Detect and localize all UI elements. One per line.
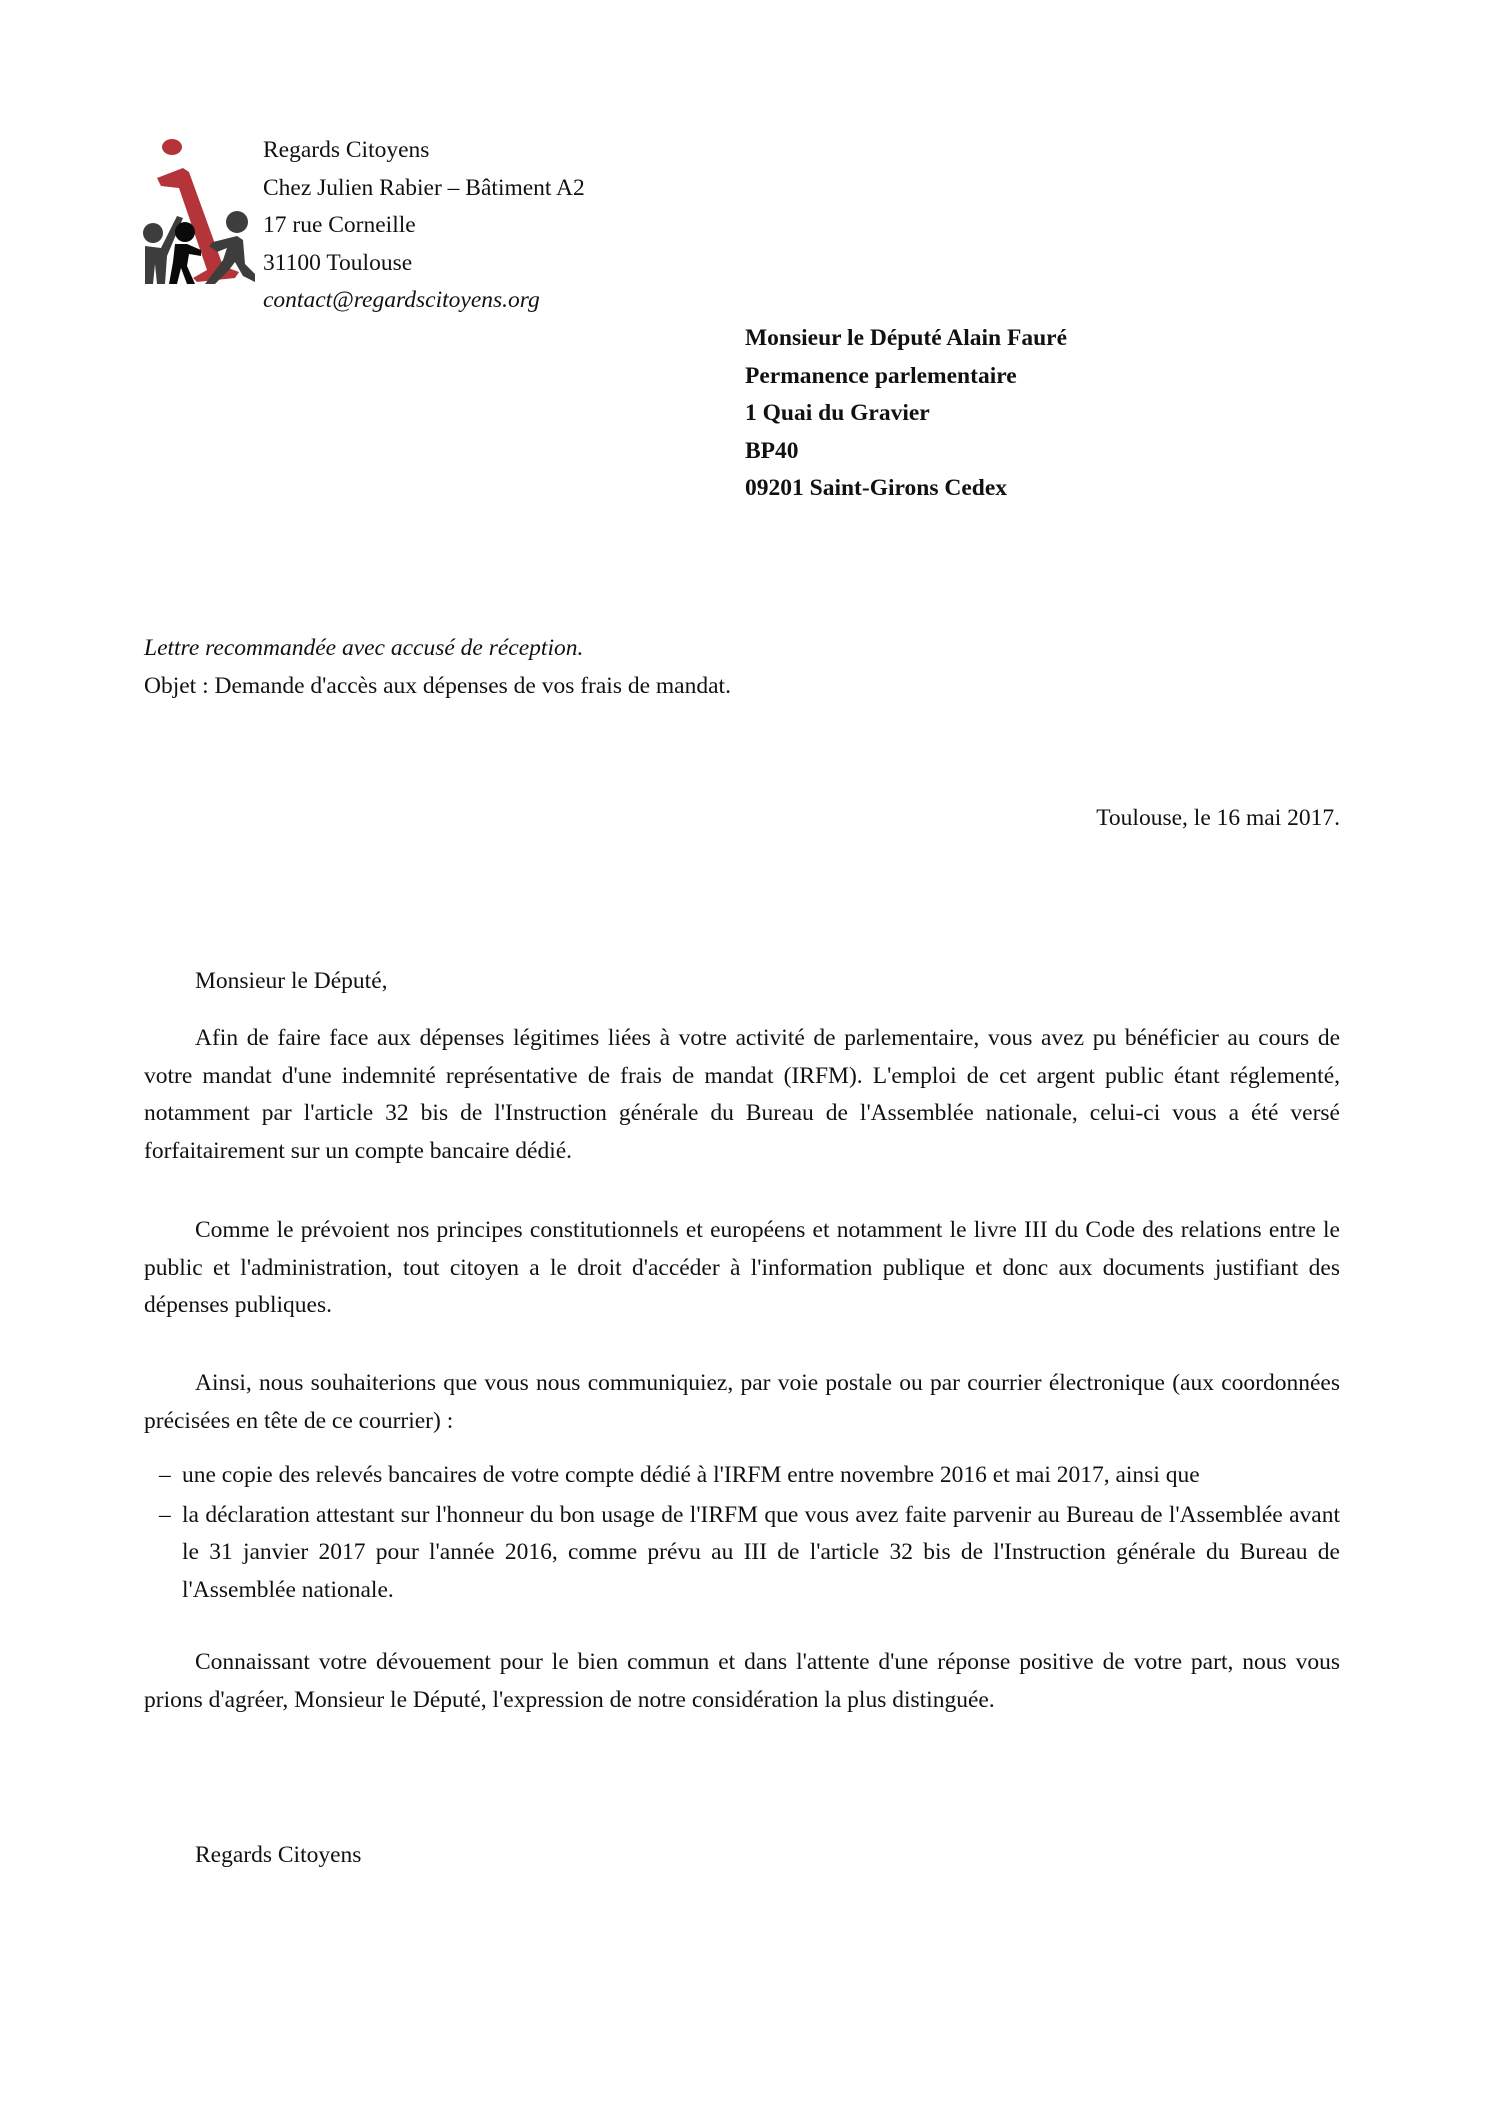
- paragraph-request: Ainsi, nous souhaiterions que vous nous communiquiez, par voie postale ou par courrier électronique (aux coordonnées précisées en tête de ce courrier) :: [144, 1370, 1340, 1434]
- sender-address-line: Chez Julien Rabier – Bâtiment A2: [263, 174, 585, 201]
- recipient-office: Permanence parlementaire: [745, 362, 1017, 389]
- signature: [195, 1837, 361, 1875]
- recipient-name: Monsieur le Député Alain Fauré: [745, 325, 1068, 351]
- list-item-text: la déclaration attestant sur l'honneur du bon usage de l'IRFM que vous avez faite parvenir au Bureau de l'Assemblée avant le 31 janvier 2017 pour l'année 2016, comme prévu au III de l'article 32 bis de l'Instruction générale du Bureau de l'Assemblée nationale.: [182, 1501, 1340, 1603]
- recipient-address: [745, 320, 1067, 508]
- letter-mention: [144, 630, 731, 705]
- signature-text: Regards Citoyens: [195, 1842, 362, 1868]
- list-item-text: une copie des relevés bancaires de votre compte dédié à l'IRFM entre novembre 2016 et mai 2017, ainsi que: [182, 1462, 1200, 1488]
- sender-name: Regards Citoyens: [263, 137, 430, 163]
- paragraph-legal-basis: Comme le prévoient nos principes constitutionnels et européens et notamment le livre III du Code des relations entre le public et l'administration, tout citoyen a le droit d'accéder à l'information publique et donc aux documents justifiant des dépenses publiques.: [144, 1217, 1340, 1319]
- delivery-mention: Lettre recommandée avec accusé de réception.: [144, 635, 584, 661]
- paragraph-irfm-context: Afin de faire face aux dépenses légitimes liées à votre activité de parlementaire, vous avez pu bénéficier au cours de votre mandat d'une indemnité représentative de frais de mandat (IRFM). L'emploi de cet argent public étant réglementé, notamment par l'article 32 bis de l'Instruction générale du Bureau de l'Assemblée nationale, celui-ci vous a été versé forfaitairement sur un compte bancaire dédié.: [144, 1025, 1340, 1164]
- recipient-street: 1 Quai du Gravier: [745, 400, 930, 427]
- letter-date: [1096, 800, 1340, 838]
- date-text: Toulouse, le 16 mai 2017.: [1096, 805, 1340, 831]
- paragraph-closing: Connaissant votre dévouement pour le bien commun et dans l'attente d'une réponse positive de votre part, nous vous prions d'agréer, Monsieur le Député, l'expression de notre considération la plus distinguée.: [144, 1649, 1340, 1713]
- recipient-po-box: BP40: [745, 437, 799, 464]
- sender-street: 17 rue Corneille: [263, 212, 416, 239]
- salutation: [195, 963, 388, 1001]
- recipient-city: 09201 Saint-Girons Cedex: [745, 475, 1007, 502]
- sender-city: 31100 Toulouse: [263, 249, 413, 276]
- request-list: [144, 1457, 1340, 1611]
- salutation-text: Monsieur le Député,: [195, 968, 388, 994]
- sender-address: [263, 132, 585, 320]
- letter-subject: Objet : Demande d'accès aux dépenses de vos frais de mandat.: [144, 672, 731, 699]
- list-item: [144, 1457, 1340, 1495]
- sender-email-link[interactable]: contact@regardscitoyens.org: [263, 287, 540, 314]
- list-item: [144, 1497, 1340, 1610]
- regards-citoyens-logo-icon: [143, 138, 255, 286]
- dash-bullet-icon: –: [159, 1462, 171, 1488]
- dash-bullet-icon: –: [159, 1501, 171, 1528]
